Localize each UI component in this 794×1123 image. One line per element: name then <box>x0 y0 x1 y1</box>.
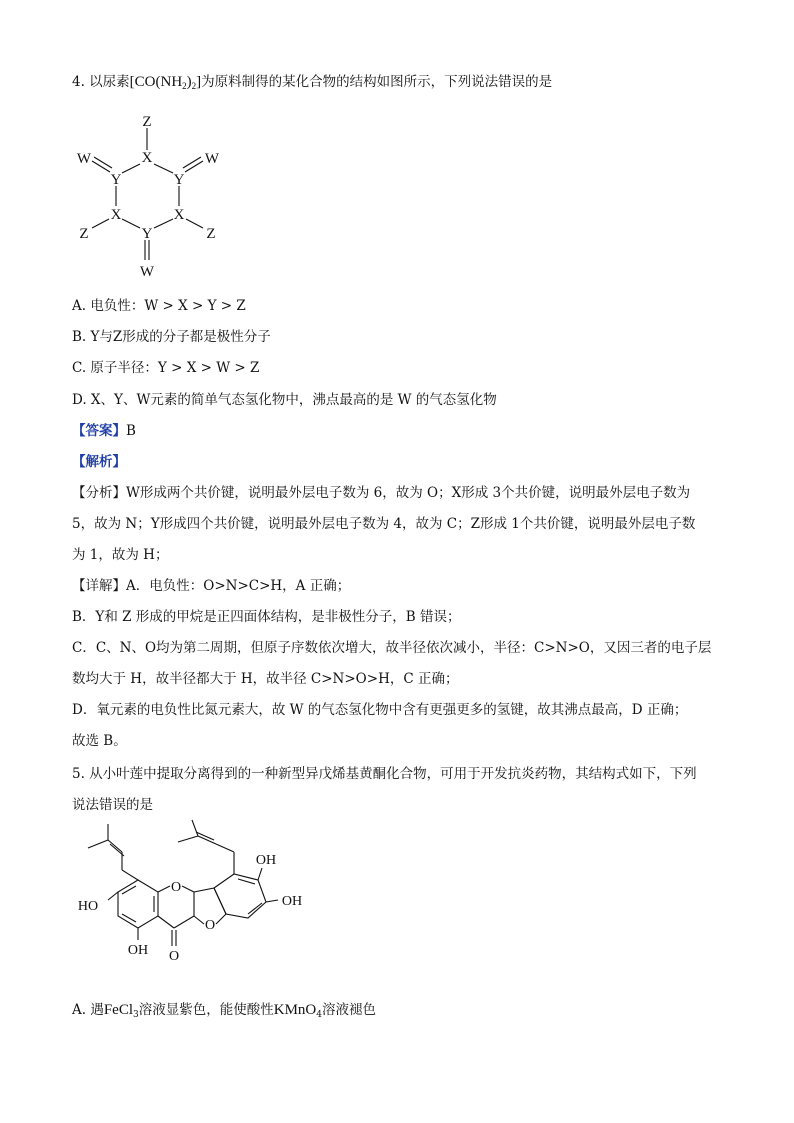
q4-prefix: 4. 以尿素 <box>72 74 130 90</box>
atom-z-top: Z <box>142 114 152 130</box>
q4-suffix: 为原料制得的某化合物的结构如图所示，下列说法错误的是 <box>201 74 553 90</box>
label-o-furan: O <box>204 918 216 933</box>
atom-x-right: X <box>173 207 185 223</box>
q4-option-a: A. 电负性：W > X > Y > Z <box>72 298 246 314</box>
q5-stem-line-1: 5. 从小叶莲中提取分离得到的一种新型异戊烯基黄酮化合物，可用于开发抗炎药物，其结构式如下，下列 <box>72 766 697 782</box>
answer-line <box>72 421 136 441</box>
analysis-line-1: 【分析】W形成两个共价键，说明最外层电子数为 6，故为 O；X形成 3个共价键，说明最外层电子数为 <box>72 485 691 501</box>
atom-w-bottom: W <box>139 264 155 280</box>
label-o-carbonyl: O <box>168 949 180 964</box>
detail-line-3: C．C、N、O均为第二周期，但原子序数依次增大，故半径依次减小，半径：C>N>O，又因三者的电子层 <box>72 640 712 656</box>
atom-w-right: W <box>204 151 220 167</box>
q4-structure-diagram <box>70 110 270 285</box>
analysis-heading: 【解析】 <box>72 454 126 470</box>
atom-x-left: X <box>110 207 122 223</box>
label-oh-bottom: OH <box>127 943 149 958</box>
q5-option-a: A. 遇FeCl$_3$溶液显紫色，能使酸性KMnO$_4$溶液褪色 <box>72 1002 377 1020</box>
atom-z-right: Z <box>206 226 216 242</box>
analysis-line-2: 5，故为 N；Y形成四个共价键，说明最外层电子数为 4，故为 C；Z形成 1个共价键，说明最外层电子数 <box>72 516 696 532</box>
atom-y-bottom: Y <box>141 226 153 242</box>
label-oh-right: OH <box>281 894 303 909</box>
urea-formula: $[CO(NH_2)_2]$ <box>129 74 202 91</box>
atom-w-left: W <box>76 151 92 167</box>
detail-line-6: 故选 B。 <box>72 733 127 749</box>
detail-line-2: B．Y和 Z 形成的甲烷是正四面体结构，是非极性分子，B 错误； <box>72 609 461 625</box>
q4-option-b: B. Y与Z形成的分子都是极性分子 <box>72 329 271 345</box>
label-oh-top-right: OH <box>255 853 277 868</box>
answer-value: B <box>126 423 136 439</box>
detail-line-1: 【详解】A．电负性：O>N>C>H，A 正确； <box>72 578 351 594</box>
label-ho-left: HO <box>77 899 99 914</box>
analysis-line-3: 为 1，故为 H； <box>72 547 169 563</box>
atom-z-left: Z <box>79 226 89 242</box>
answer-tag: 【答案】 <box>72 423 126 439</box>
detail-line-5: D．氧元素的电负性比氮元素大，故 W 的气态氢化物中含有更强更多的氢键，故其沸点最高，D 正确； <box>72 702 688 718</box>
label-o-ring: O <box>170 880 182 895</box>
q4-stem <box>72 72 552 96</box>
atom-y-left: Y <box>110 172 122 188</box>
atom-x-top: X <box>141 150 153 166</box>
q5-stem-line-2: 说法错误的是 <box>72 797 153 813</box>
q4-option-c: C. 原子半径：Y > X > W > Z <box>72 360 260 376</box>
detail-line-4: 数均大于 H，故半径都大于 H，故半径 C>N>O>H，C 正确； <box>72 671 459 687</box>
atom-y-right: Y <box>173 172 185 188</box>
q4-option-d: D. X、Y、W元素的简单气态氢化物中，沸点最高的是 W 的气态氢化物 <box>72 392 497 408</box>
q5-structure-diagram <box>66 818 316 988</box>
